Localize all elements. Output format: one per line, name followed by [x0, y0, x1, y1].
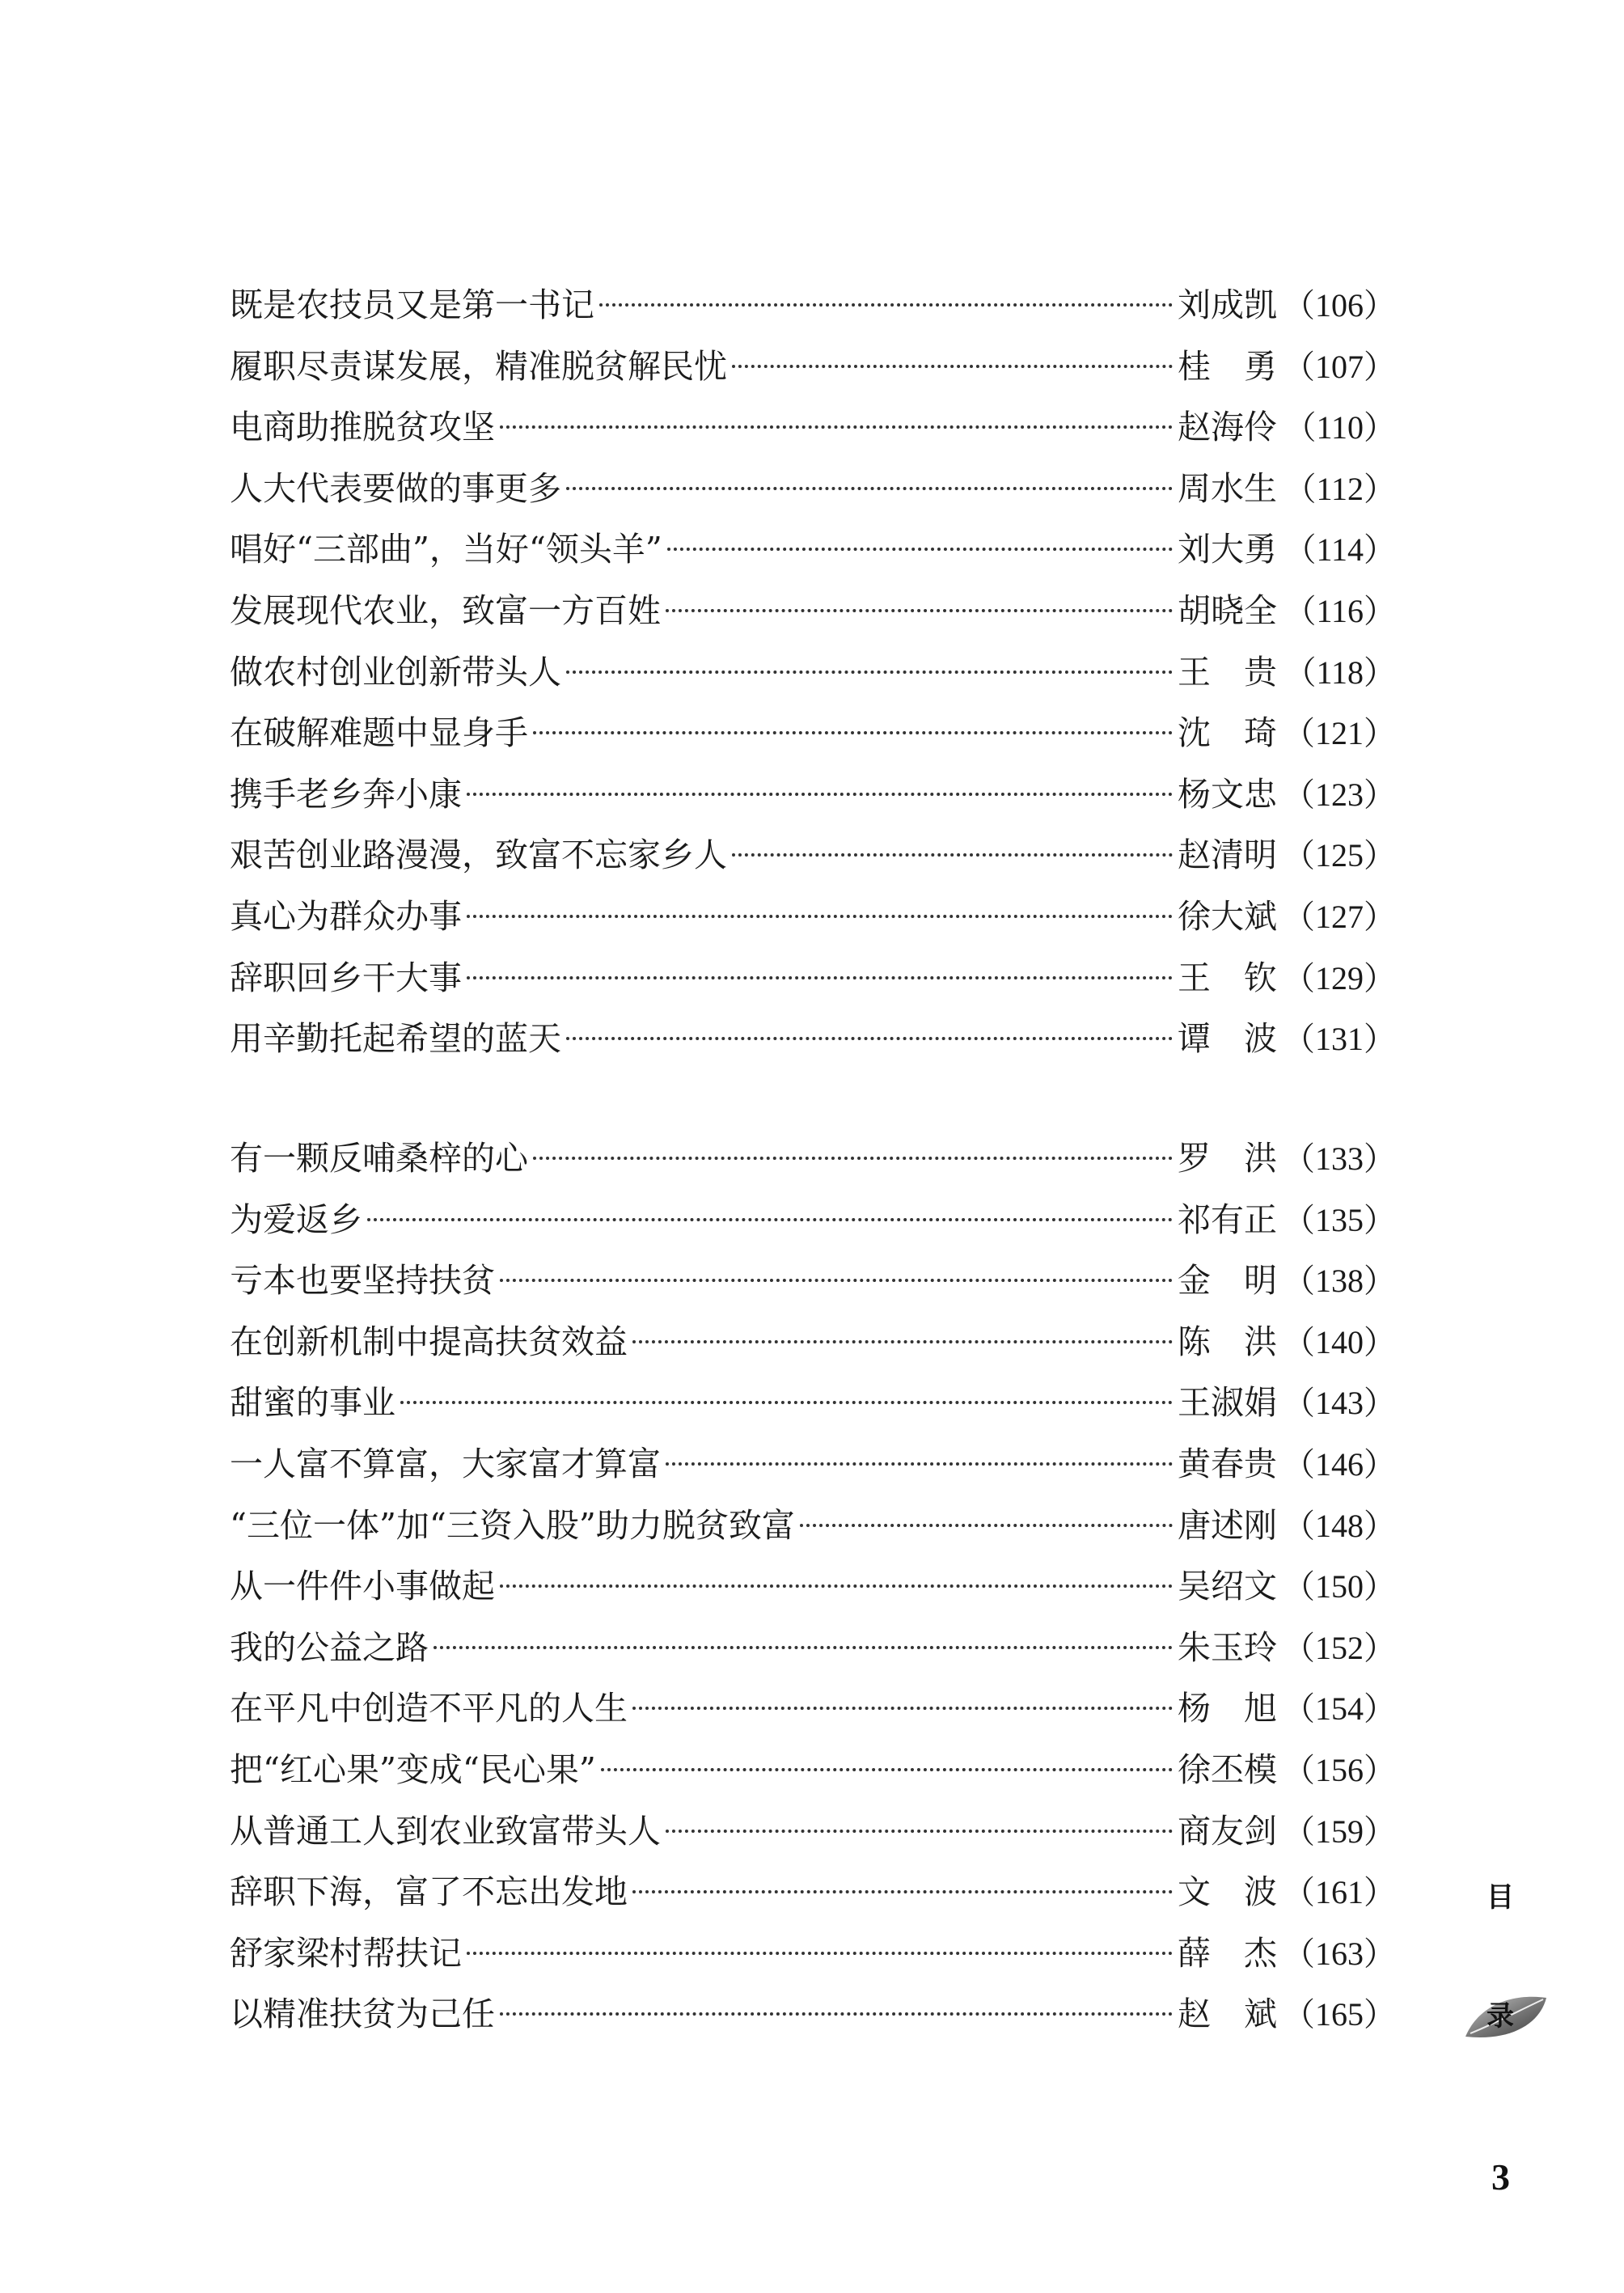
toc-entry	[230, 519, 1396, 581]
entry-author: 桂 勇	[1178, 346, 1277, 386]
dot-leader	[601, 1768, 1173, 1771]
entry-title: 亏本也要坚持扶贫	[230, 1261, 495, 1301]
entry-page: （133）	[1283, 1140, 1396, 1177]
entry-author: 徐大斌	[1178, 896, 1277, 936]
entry-page: （121）	[1283, 715, 1396, 752]
entry-title: 辞职回乡干大事	[230, 958, 462, 997]
dot-leader	[367, 1218, 1173, 1221]
toc-entry	[230, 1740, 1396, 1801]
entry-title: 我的公益之路	[230, 1627, 429, 1667]
entry-author: 刘大勇	[1178, 530, 1277, 569]
dot-leader	[500, 425, 1173, 429]
entry-title: 唱好“三部曲”，当好“领头羊”	[230, 530, 662, 569]
toc-entry	[230, 1128, 1396, 1190]
entry-author: 赵海伶	[1178, 408, 1277, 447]
entry-title: 有一颗反哺桑梓的心	[230, 1139, 528, 1178]
entry-author: 唐述刚	[1178, 1505, 1277, 1545]
entry-title: 既是农技员又是第一书记	[230, 286, 594, 324]
dot-leader	[732, 853, 1173, 857]
entry-title: 以精准扶贫为己任	[230, 1995, 495, 2034]
toc-entry	[230, 948, 1396, 1009]
entry-author: 杨 旭	[1178, 1689, 1277, 1728]
dot-leader	[566, 487, 1173, 490]
toc-entry	[230, 459, 1396, 520]
toc-entry	[230, 1496, 1396, 1557]
entry-author: 罗 洪	[1178, 1139, 1277, 1178]
entry-author: 王淑娟	[1178, 1383, 1277, 1423]
entry-title: 发展现代农业，致富一方百姓	[230, 590, 661, 630]
dot-leader	[666, 1830, 1173, 1833]
entry-page: （163）	[1283, 1935, 1396, 1972]
dot-leader	[566, 1037, 1173, 1040]
dot-leader	[467, 915, 1173, 918]
entry-author: 周水生	[1178, 468, 1277, 508]
dot-leader	[500, 1279, 1173, 1282]
dot-leader	[467, 976, 1173, 979]
toc-entry	[230, 1678, 1396, 1740]
dot-leader	[632, 1890, 1173, 1893]
entry-author: 刘成凯	[1178, 286, 1277, 324]
dot-leader	[667, 548, 1173, 551]
toc-entry	[230, 1190, 1396, 1251]
entry-title: 电商助推脱贫攻坚	[230, 408, 495, 447]
toc-entry	[230, 1250, 1396, 1312]
dot-leader	[400, 1401, 1173, 1404]
dot-leader	[533, 1157, 1173, 1160]
toc-entry	[230, 825, 1396, 886]
dot-leader	[666, 609, 1173, 612]
toc-entry	[230, 1862, 1396, 1923]
toc-group-1	[230, 275, 1396, 1070]
entry-author: 金 明	[1178, 1261, 1277, 1301]
entry-author: 文 波	[1178, 1872, 1277, 1912]
entry-page: （161）	[1283, 1874, 1396, 1911]
dot-leader	[599, 303, 1173, 307]
toc-entry	[230, 1373, 1396, 1434]
entry-title: 做农村创业创新带头人	[230, 652, 561, 692]
entry-title: 把“红心果”变成“民心果”	[230, 1749, 596, 1789]
entry-title: 从普通工人到农业致富带头人	[230, 1811, 661, 1851]
entry-page: （114）	[1284, 531, 1396, 569]
entry-title: 用辛勤托起希望的蓝天	[230, 1019, 561, 1059]
entry-title: 履职尽责谋发展，精准脱贫解民忧	[230, 346, 727, 386]
dot-leader	[433, 1646, 1173, 1649]
toc-entry	[230, 642, 1396, 704]
entry-author: 赵 斌	[1178, 1995, 1277, 2034]
entry-page: （156）	[1283, 1751, 1396, 1788]
entry-title: 艰苦创业路漫漫，致富不忘家乡人	[230, 836, 727, 875]
entry-author: 祁有正	[1178, 1199, 1277, 1239]
entry-author: 黄春贵	[1178, 1444, 1277, 1483]
entry-author: 王 贵	[1178, 652, 1277, 692]
entry-page: （154）	[1283, 1690, 1396, 1728]
entry-page: （150）	[1283, 1568, 1396, 1606]
dot-leader	[467, 793, 1173, 796]
entry-title: 人大代表要做的事更多	[230, 468, 561, 508]
entry-title: 从一件件小事做起	[230, 1567, 495, 1606]
toc-entry	[230, 1923, 1396, 1985]
entry-page: （152）	[1283, 1629, 1396, 1666]
entry-page: （135）	[1283, 1201, 1396, 1238]
entry-title: 辞职下海，富了不忘出发地	[230, 1872, 628, 1912]
dot-leader	[732, 365, 1173, 368]
page-number: 3	[1491, 2156, 1510, 2198]
entry-title: 一人富不算富，大家富才算富	[230, 1444, 661, 1483]
side-label-lu: 录	[1487, 2000, 1514, 2033]
entry-author: 杨文忠	[1178, 774, 1277, 814]
side-label-mu: 目	[1487, 1881, 1514, 1914]
entry-title: 真心为群众办事	[230, 896, 462, 936]
entry-title: 在创新机制中提高扶贫效益	[230, 1322, 628, 1361]
entry-author: 徐丕模	[1178, 1749, 1277, 1789]
dot-leader	[533, 731, 1173, 734]
toc-entry	[230, 336, 1396, 398]
dot-leader	[632, 1707, 1173, 1710]
entry-author: 商友剑	[1178, 1811, 1277, 1851]
entry-page: （112）	[1284, 470, 1396, 507]
entry-title: 甜蜜的事业	[230, 1383, 395, 1423]
entry-author: 朱玉玲	[1178, 1627, 1277, 1667]
entry-author: 王 钦	[1178, 958, 1277, 997]
toc-entry	[230, 703, 1396, 764]
entry-page: （125）	[1283, 837, 1396, 874]
entry-page: （131）	[1283, 1021, 1396, 1058]
toc-entry	[230, 764, 1396, 826]
entry-author: 赵清明	[1178, 836, 1277, 875]
entry-page: （127）	[1283, 898, 1396, 935]
toc-group-2	[230, 1128, 1396, 2046]
entry-page: （165）	[1283, 1996, 1396, 2033]
entry-title: 在破解难题中显身手	[230, 713, 528, 753]
entry-author: 薛 杰	[1178, 1933, 1277, 1973]
entry-title: “三位一体”加“三资入股”助力脱贫致富	[230, 1505, 795, 1545]
entry-author: 吴绍文	[1178, 1567, 1277, 1606]
entry-page: （140）	[1283, 1323, 1396, 1360]
entry-page: （107）	[1283, 348, 1396, 385]
entry-title: 携手老乡奔小康	[230, 774, 462, 814]
toc-entry	[230, 397, 1396, 459]
dot-leader	[467, 1952, 1173, 1955]
entry-page: （110）	[1284, 409, 1396, 446]
entry-page: （123）	[1283, 776, 1396, 813]
toc-entry	[230, 1434, 1396, 1496]
toc-entry	[230, 1009, 1396, 1070]
toc-entry	[230, 1556, 1396, 1618]
entry-page: （116）	[1284, 592, 1396, 629]
entry-author: 陈 洪	[1178, 1322, 1277, 1361]
entry-title: 在平凡中创造不平凡的人生	[230, 1689, 628, 1728]
entry-page: （148）	[1283, 1507, 1396, 1544]
toc-entry	[230, 1312, 1396, 1373]
entry-page: （143）	[1283, 1385, 1396, 1422]
entry-page: （159）	[1283, 1813, 1396, 1850]
dot-leader	[632, 1340, 1173, 1343]
toc-entry	[230, 1984, 1396, 2046]
entry-page: （146）	[1283, 1445, 1396, 1483]
entry-page: （129）	[1283, 959, 1396, 996]
toc-entry	[230, 886, 1396, 948]
entry-author: 谭 波	[1178, 1019, 1277, 1059]
toc-entry	[230, 581, 1396, 642]
dot-leader	[800, 1524, 1173, 1527]
entry-author: 沈 琦	[1178, 713, 1277, 753]
toc-entry	[230, 1801, 1396, 1863]
entry-page: （106）	[1283, 287, 1396, 324]
entry-page: （118）	[1284, 654, 1396, 691]
dot-leader	[566, 671, 1173, 674]
entry-author: 胡晓全	[1178, 590, 1277, 630]
toc-entry	[230, 1618, 1396, 1679]
entry-title: 为爱返乡	[230, 1199, 362, 1239]
toc-entry	[230, 275, 1396, 336]
dot-leader	[500, 2012, 1173, 2016]
entry-page: （138）	[1283, 1263, 1396, 1300]
dot-leader	[500, 1584, 1173, 1588]
dot-leader	[666, 1462, 1173, 1466]
entry-title: 舒家梁村帮扶记	[230, 1933, 462, 1973]
